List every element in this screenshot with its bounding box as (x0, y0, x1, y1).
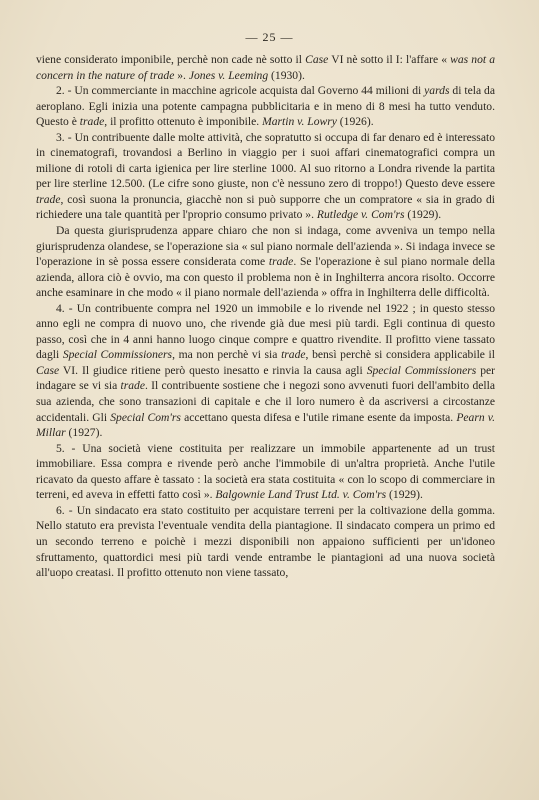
text-run: ». (174, 68, 189, 82)
italic-text: trade (79, 115, 105, 129)
italic-text: Jones v. Leeming (188, 68, 269, 82)
text-run: 2. - Un commerciante in macchine agricole acquista dal Governo 44 milioni di (56, 84, 425, 98)
text-run: (1926). (336, 115, 374, 129)
text-run: , bensì perchè si considera applicabile il (305, 348, 495, 362)
italic-text: Special Com'rs (110, 410, 181, 424)
text-run: (1930). (268, 68, 305, 82)
italic-text: was not a concern in the nature of trade (36, 53, 495, 82)
italic-text: Case (36, 363, 60, 377)
text-run: viene considerato imponibile, perchè non cade nè sotto il (36, 53, 306, 66)
text-run: 3. - Un contribuente dalle molte attività, che sopratutto si occupa di far denaro ed è interessato in cinematografi, trovandosi a Berlino in viaggio per i suoi affari cinematografici compra un milione di rotoli di carta igienica per lire sterline 1000. Al suo ritorno a Londra rivende la partita per lire sterline 12.500. (Le cifre sono giuste, non c'è nessuno zero di troppo!) Questo deve essere (36, 130, 495, 191)
italic-text: Pearn v. Millar (36, 410, 495, 440)
paragraph-p2 (36, 130, 495, 223)
text-run: , il profitto ottenuto è imponibile. (104, 115, 263, 129)
italic-text: yards (424, 84, 450, 98)
text-run: VI. Il giudice ritiene però questo inesatto e rinvia la causa agli (59, 363, 367, 377)
text-run: accettano questa difesa e l'utile rimane esente da imposta. (180, 410, 457, 424)
text-run: , ma non perchè vi sia (172, 348, 282, 362)
text-run: . Se l'operazione è sul piano normale della azienda, allora ciò è ovvio, ma con questo il problema non è in Inghilterra ancora risolto. Occorre anche esaminare in che modo « il piano normale dell'azienda » offra in Inghilterra delle difficoltà. (36, 255, 495, 300)
text-run: di tela da aeroplano. Egli inizia una potente campagna pubblicitaria e in meno di 8 mesi ha tutto venduto. Questo è (36, 84, 496, 129)
text-run: (1927). (65, 426, 103, 440)
italic-text: Martin v. Lowry (262, 115, 337, 129)
text-run: per indagare se vi sia (36, 363, 496, 393)
paragraph-p3 (36, 223, 495, 301)
text-run: VI nè sotto il I: l'affare « (328, 53, 451, 66)
italic-text: Case (305, 53, 329, 66)
text-run: Da questa giurisprudenza appare chiaro che non si indaga, come avveniva un tempo nella giurisprudenza olandese, se l'operazione sia « sul piano normale dell'azienda ». Si indaga invece se l'operazione in sè possa essere considerata come (36, 224, 495, 269)
text-run: 6. - Un sindacato era stato costituito per acquistare terreni per la coltivazione della gomma. Nello statuto era prevista l'eventuale vendita della piantagione. Il sindacato compera un primo ed un secondo terreno e poichè i mezzi disponibili non appaiono sufficienti per un'idoneo sfruttamento, quattordici mesi più tardi vende entrambe le piantagioni ad una nuova società all'uopo creatasi. Il profitto ottenuto non viene tassato, (36, 503, 495, 580)
italic-text: Rutledge v. Com'rs (316, 208, 405, 222)
text-run: (1929). (386, 488, 423, 502)
text-run: , così suona la pronuncia, giacchè non si può supporre che un compratore « sia in grado di richiedere una tale quantità per l'proprio consumo privato ». (36, 192, 495, 222)
italic-text: trade (268, 255, 294, 269)
paragraph-p5 (36, 441, 495, 503)
italic-text: trade (281, 348, 306, 362)
body-text (36, 52, 495, 581)
italic-text: Balgownie Land Trust Ltd. v. Com'rs (215, 488, 387, 502)
text-run: 5. - Una società viene costituita per realizzare un immobile appartenente ad un trust immobiliare. Essa compra e rivende però anche l'immobile di un'altra proprietà. Anche l'utile ricavato da questo affare è tassato : la società era stata costituita « con lo scopo di commerciare in terreni, ed aveva in effetti fatto così ». (36, 441, 495, 502)
text-run: . Il contribuente sostiene che i negozi sono avvenuti fuori dell'ambito della sua azienda, che sono transazioni di capitale e che il loro numero è da ascriversi a circostanze accidentali. Gli (36, 379, 495, 424)
italic-text: Special Commissioners (62, 348, 173, 362)
italic-text: trade (36, 192, 61, 206)
paragraph-p4 (36, 301, 495, 441)
text-run: (1929). (404, 208, 442, 222)
paragraph-p1 (36, 83, 495, 130)
page-number: — 25 — (245, 30, 294, 44)
italic-text: trade (120, 379, 146, 393)
paragraph-p0 (36, 52, 495, 83)
text-run: 4. - Un contribuente compra nel 1920 un immobile e lo rivende nel 1922 ; in questo stesso anno egli ne compra di nuovo uno, che rivende già due mesi più tardi. Egli continua di questo passo, così che in 4 anni hanno luogo cinque compre e quattro rivendite. Il profitto viene tassato dagli (36, 301, 495, 362)
italic-text: Special Commissioners (366, 363, 477, 377)
paragraph-p6 (36, 503, 495, 581)
